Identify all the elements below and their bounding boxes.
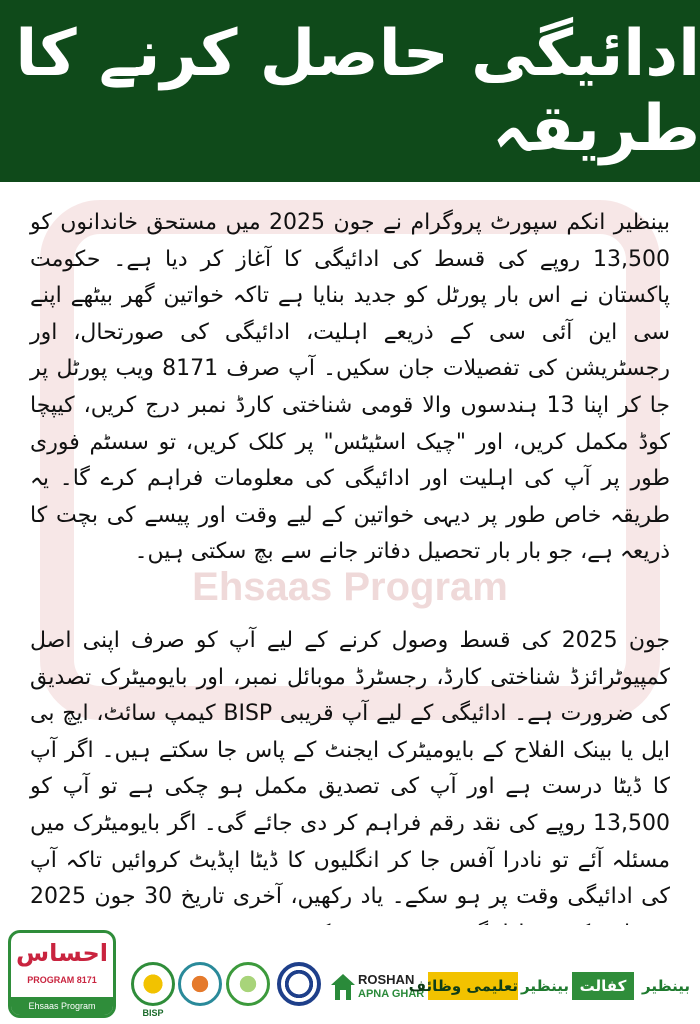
roshan-line-2: APNA GHAR xyxy=(358,988,425,1000)
program-label-taleemi-wazaif: تعلیمی وظائف xyxy=(428,972,518,1000)
ehsaas-logo-name: احساس xyxy=(15,939,109,967)
ehsaas-program-logo xyxy=(8,930,116,1018)
ehsaas-logo-label: Ehsaas Program xyxy=(11,997,113,1015)
bisp-logo-label: BISP xyxy=(142,1008,164,1018)
program-label-benazir-2: بینظیر xyxy=(642,977,690,995)
program-label-kafaalat: کفالت xyxy=(572,972,634,1000)
govt-seal-icon xyxy=(277,962,321,1006)
ehsaas-logo-sub: PROGRAM 8171 xyxy=(27,975,97,985)
bisp-logo-icon xyxy=(131,962,175,1006)
house-icon xyxy=(330,972,356,1002)
page-title: ادائیگی حاصل کرنے کا طریقہ xyxy=(15,17,700,166)
program-label-benazir-1: بینظیر xyxy=(521,977,569,995)
title-banner xyxy=(0,0,700,182)
health-logo-icon xyxy=(178,962,222,1006)
nutrition-logo-icon xyxy=(226,962,270,1006)
article-paragraph-2: جون 2025 کی قسط وصول کرنے کے لیے آپ کو صرف اپنی اصل کمپیوٹرائزڈ شناختی کارڈ، رجسٹرڈ موبائل نمبر، اور بایومیٹرک تصدیق کی ضرورت ہے۔ ادائیگی کے لیے آپ قریبی BISP کیمپ سائٹ، ایچ بی ایل یا بینک الفلاح کے بایومیٹرک ایجنٹ کے پاس جا سکتے ہیں۔ اگر آپ کا ڈیٹا درست ہے اور آپ کی تصدیق مکمل ہو چکی ہے تو آپ کو 13,500 روپے کی نقد رقم فراہم کر دی جائے گی۔ اگر بایومیٹرک میں مسئلہ آئے تو نادرا آفس جا کر انگلیوں کا ڈیٹا اپڈیٹ کروائیں تاکہ آپ کی ادائیگی وقت پر ہو سکے۔ یاد رکھیں، آخری تاریخ 30 جون 2025 xyxy=(30,627,670,910)
roshan-line-1: ROSHAN xyxy=(358,972,415,987)
article-paragraph-1: بینظیر انکم سپورٹ پروگرام نے جون 2025 میں مستحق خاندانوں کو 13,500 روپے کی قسط کی ادائیگی کا آغاز کر دیا ہے۔ حکومت پاکستان نے اس بار پورٹل کو جدید بنایا ہے تاکہ خواتین گھر بیٹھے اپنے سی این آئی سی کے ذریعے اہلیت، ادائیگی کی صورتحال، اور رجسٹریشن کی تفصیلات جان سکیں۔ آپ صرف 8171 ویب پورٹل پر جا کر اپنا 13 ہندسوں والا قومی شناختی کارڈ نمبر درج کریں، کیپچا کوڈ مکمل کریں، اور "چیک اسٹیٹس" پر کلک کریں، تو سسٹم فوری طور پر آپ کی اہلیت اور ادائیگی کی معلومات فراہم کرے گا۔ یہ طریقہ خاص طور پر دیہی خواتین کے لیے وقت اور پیسے کی بچت کا ذریعہ ہے، جو بار بار تحصیل دفاتر جانے سے بچ سکتی ہیں۔ xyxy=(30,210,670,565)
article-body xyxy=(30,205,670,952)
watermark-text: Ehsaas Program xyxy=(192,565,508,609)
